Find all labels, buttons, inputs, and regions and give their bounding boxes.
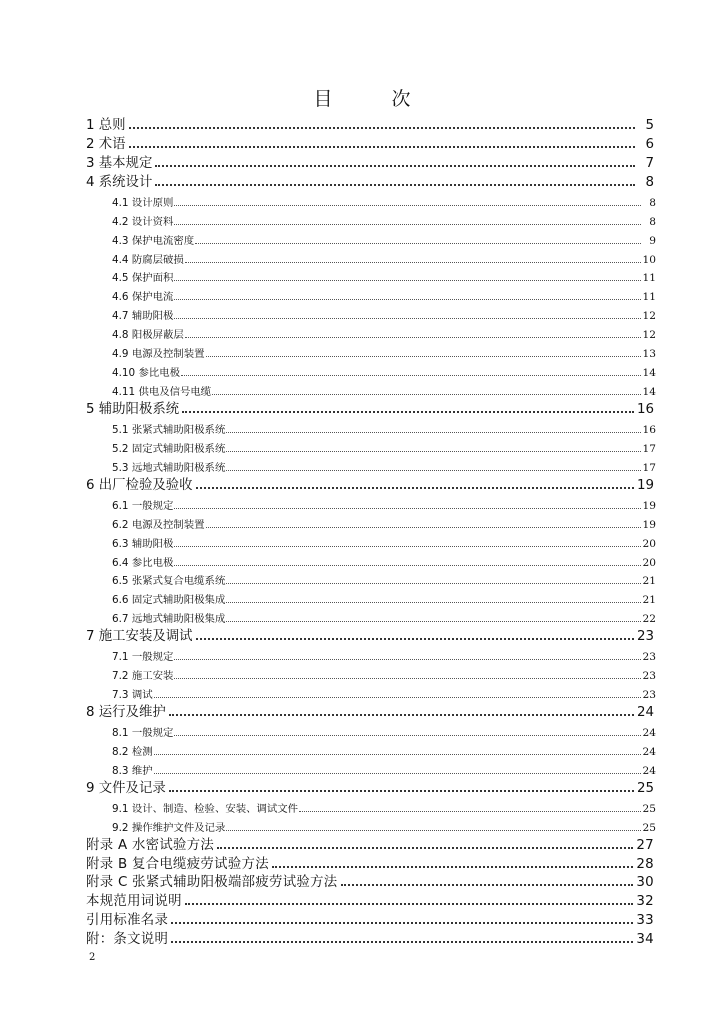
toc-entry-page: 24 — [642, 745, 656, 758]
toc-leader-dots — [174, 659, 641, 660]
toc-entry[interactable] — [86, 436, 656, 455]
toc-leader-dots — [169, 714, 634, 716]
toc-leader-dots — [185, 903, 634, 905]
toc-entry[interactable] — [86, 531, 656, 550]
toc-entry[interactable] — [86, 398, 656, 417]
toc-entry[interactable] — [86, 228, 656, 247]
toc-leader-dots — [171, 941, 633, 943]
toc-entry[interactable] — [86, 644, 656, 663]
toc-entry-page: 12 — [642, 310, 656, 323]
toc-leader-dots — [174, 735, 641, 736]
toc-entry-label: 4.2 设计资料 — [112, 215, 174, 228]
toc-leader-dots — [174, 508, 641, 509]
toc-entry[interactable] — [86, 550, 656, 569]
toc-leader-dots — [174, 546, 641, 547]
toc-entry-label: 6.6 固定式辅助阳极集成 — [112, 594, 226, 607]
toc-entry-label: 附录 A 水密试验方法 — [86, 837, 215, 853]
toc-entry-label: 5.3 远地式辅助阳极系统 — [112, 461, 226, 474]
toc-entry-label: 8 运行及维护 — [86, 705, 166, 720]
toc-entry[interactable] — [86, 890, 656, 909]
toc-title: 目 次 — [313, 88, 431, 110]
toc-entry-label: 4.10 参比电极 — [112, 367, 181, 380]
toc-leader-dots — [154, 754, 641, 755]
toc-leader-dots — [174, 565, 641, 566]
toc-entry-page: 23 — [642, 670, 656, 683]
toc-entry[interactable] — [86, 493, 656, 512]
toc-leader-dots — [169, 790, 634, 792]
toc-entry-page: 11 — [642, 272, 656, 285]
toc-entry[interactable] — [86, 247, 656, 266]
toc-entry[interactable] — [86, 815, 656, 834]
toc-entry-page: 25 — [642, 821, 656, 834]
page-number: 2 — [89, 952, 96, 963]
toc-entry-label: 8.3 维护 — [112, 764, 153, 777]
toc-entry[interactable] — [86, 133, 656, 152]
toc-entry-page: 21 — [642, 575, 656, 588]
toc-entry[interactable] — [86, 341, 656, 360]
toc-entry-label: 4.7 辅助阳极 — [112, 310, 174, 323]
toc-leader-dots — [174, 299, 641, 300]
toc-entry-label: 6 出厂检验及验收 — [86, 477, 193, 493]
toc-leader-dots — [129, 127, 635, 129]
toc-entry-page: 28 — [636, 856, 654, 872]
toc-entry[interactable] — [86, 190, 656, 209]
toc-entry[interactable] — [86, 209, 656, 228]
toc-entry[interactable] — [86, 872, 656, 891]
toc-entry-page: 12 — [642, 329, 656, 342]
toc-entry-label: 9.2 操作维护文件及记录 — [112, 821, 226, 834]
toc-entry-page: 16 — [636, 402, 654, 417]
toc-entry[interactable] — [86, 682, 656, 701]
toc-entry-page: 14 — [642, 386, 656, 399]
toc-entry-label: 4.6 保护电流 — [112, 291, 174, 304]
toc-entry-page: 21 — [642, 594, 656, 607]
toc-entry-page: 17 — [642, 442, 656, 455]
toc-leader-dots — [174, 224, 641, 225]
toc-entry[interactable] — [86, 114, 656, 133]
toc-leader-dots — [226, 432, 641, 433]
toc-entry[interactable] — [86, 569, 656, 588]
toc-leader-dots — [226, 602, 641, 603]
toc-leader-dots — [195, 243, 641, 244]
toc-entry-label: 6.5 张紧式复合电缆系统 — [112, 575, 226, 588]
toc-leader-dots — [154, 697, 641, 698]
toc-entry-label: 8.2 检测 — [112, 745, 153, 758]
toc-entry-page: 19 — [636, 477, 654, 493]
toc-leader-dots — [341, 884, 634, 886]
toc-entry[interactable] — [86, 625, 656, 644]
toc-entry-label: 4.4 防腐层破损 — [112, 253, 184, 266]
toc-entry-page: 23 — [636, 629, 654, 645]
toc-leader-dots — [226, 621, 641, 622]
toc-entry-page: 30 — [636, 875, 654, 891]
toc-entry-page: 5 — [645, 117, 654, 133]
toc-entry[interactable] — [86, 758, 656, 777]
toc-leader-dots — [174, 318, 641, 319]
toc-entry-label: 7.2 施工安装 — [112, 670, 174, 683]
toc-entry-page: 24 — [642, 726, 656, 739]
toc-leader-dots — [185, 337, 641, 338]
toc-entry[interactable] — [86, 739, 656, 758]
toc-entry-label: 2 术语 — [86, 136, 126, 152]
toc-entry[interactable] — [86, 303, 656, 322]
toc-entry-page: 8 — [649, 215, 656, 228]
toc-leader-dots — [174, 678, 641, 679]
toc-leader-dots — [299, 811, 641, 812]
toc-entry-page: 25 — [642, 802, 656, 815]
toc-entry[interactable] — [86, 512, 656, 531]
toc-leader-dots — [196, 638, 634, 640]
toc-entry-page: 24 — [636, 705, 654, 720]
toc-leader-dots — [182, 411, 634, 413]
toc-entry-page: 19 — [642, 499, 656, 512]
toc-entry-label: 6.4 参比电极 — [112, 556, 174, 569]
toc-entry-label: 9 文件及记录 — [86, 780, 166, 796]
toc-leader-dots — [171, 922, 633, 924]
toc-entry[interactable] — [86, 587, 656, 606]
toc-leader-dots — [196, 487, 634, 489]
toc-entry-page: 14 — [642, 367, 656, 380]
toc-entry-label: 附：条文说明 — [86, 932, 169, 948]
toc-entry-page: 11 — [642, 291, 656, 304]
toc-entry-label: 1 总则 — [86, 117, 126, 133]
toc-entry[interactable] — [86, 853, 656, 872]
toc-entry[interactable] — [86, 284, 656, 303]
toc-leader-dots — [181, 375, 641, 376]
toc-entry-page: 10 — [642, 253, 656, 266]
toc-entry-page: 8 — [649, 196, 656, 209]
table-of-contents — [86, 114, 656, 947]
toc-entry[interactable] — [86, 474, 656, 493]
toc-entry-page: 24 — [642, 764, 656, 777]
toc-leader-dots — [217, 847, 633, 849]
toc-entry-label: 本规范用词说明 — [86, 894, 182, 910]
toc-entry-label: 附录 C 张紧式辅助阳极端部疲劳试验方法 — [86, 875, 338, 891]
toc-entry-label: 4.9 电源及控制装置 — [112, 348, 205, 361]
toc-entry-page: 13 — [642, 348, 656, 361]
toc-leader-dots — [226, 583, 641, 584]
toc-entry-label: 5 辅助阳极系统 — [86, 402, 180, 417]
toc-entry-page: 16 — [642, 423, 656, 436]
toc-entry[interactable] — [86, 663, 656, 682]
toc-entry-label: 6.3 辅助阳极 — [112, 537, 174, 550]
toc-entry-page: 27 — [636, 837, 654, 853]
toc-entry-page: 19 — [642, 518, 656, 531]
toc-entry[interactable] — [86, 796, 656, 815]
toc-entry[interactable] — [86, 152, 656, 171]
toc-entry[interactable] — [86, 171, 656, 190]
toc-leader-dots — [226, 470, 641, 471]
toc-leader-dots — [226, 451, 641, 452]
toc-leader-dots — [212, 394, 641, 395]
toc-entry-label: 4.1 设计原则 — [112, 196, 174, 209]
toc-leader-dots — [174, 280, 641, 281]
toc-entry[interactable] — [86, 928, 656, 947]
toc-entry[interactable] — [86, 322, 656, 341]
toc-leader-dots — [155, 165, 635, 167]
toc-entry[interactable] — [86, 455, 656, 474]
toc-entry-label: 5.1 张紧式辅助阳极系统 — [112, 423, 226, 436]
toc-entry-page: 20 — [642, 537, 656, 550]
toc-entry-page: 33 — [636, 913, 654, 929]
toc-entry-label: 7.1 一般规定 — [112, 651, 174, 664]
toc-entry[interactable] — [86, 701, 656, 720]
toc-entry-page: 20 — [642, 556, 656, 569]
toc-entry[interactable] — [86, 417, 656, 436]
toc-entry-label: 4.11 供电及信号电缆 — [112, 386, 212, 399]
toc-entry[interactable] — [86, 777, 656, 796]
toc-entry[interactable] — [86, 720, 656, 739]
toc-entry-label: 4.5 保护面积 — [112, 272, 174, 285]
toc-entry-label: 3 基本规定 — [86, 155, 153, 171]
toc-entry-page: 6 — [645, 136, 654, 152]
toc-entry-page: 9 — [649, 234, 656, 247]
toc-entry-label: 4.8 阳极屏蔽层 — [112, 329, 184, 342]
toc-entry-label: 4 系统设计 — [86, 174, 153, 190]
toc-leader-dots — [154, 773, 641, 774]
toc-entry-page: 7 — [645, 155, 654, 171]
toc-leader-dots — [272, 866, 633, 868]
toc-entry-page: 34 — [636, 932, 654, 948]
toc-entry[interactable] — [86, 266, 656, 285]
toc-leader-dots — [226, 830, 641, 831]
toc-leader-dots — [155, 184, 635, 186]
toc-leader-dots — [129, 146, 635, 148]
toc-entry-label: 8.1 一般规定 — [112, 726, 174, 739]
toc-entry-label: 4.3 保护电流密度 — [112, 234, 195, 247]
toc-leader-dots — [185, 262, 641, 263]
toc-entry-label: 6.2 电源及控制装置 — [112, 518, 205, 531]
toc-entry-label: 7.3 调试 — [112, 689, 153, 702]
toc-entry[interactable] — [86, 834, 656, 853]
toc-entry-page: 8 — [645, 174, 654, 190]
toc-entry-page: 23 — [642, 689, 656, 702]
toc-entry-label: 7 施工安装及调试 — [86, 629, 193, 645]
toc-entry-label: 引用标准名录 — [86, 913, 169, 929]
toc-entry-page: 22 — [642, 613, 656, 626]
toc-entry-page: 17 — [642, 461, 656, 474]
toc-entry-label: 6.7 远地式辅助阳极集成 — [112, 613, 226, 626]
toc-leader-dots — [206, 527, 641, 528]
toc-entry-page: 32 — [636, 894, 654, 910]
toc-entry-label: 9.1 设计、制造、检验、安装、调试文件 — [112, 802, 299, 815]
toc-entry[interactable] — [86, 379, 656, 398]
toc-entry-label: 附录 B 复合电缆疲劳试验方法 — [86, 856, 269, 872]
toc-entry[interactable] — [86, 606, 656, 625]
toc-leader-dots — [174, 205, 641, 206]
toc-entry-label: 6.1 一般规定 — [112, 499, 174, 512]
toc-entry[interactable] — [86, 360, 656, 379]
toc-entry-page: 23 — [642, 651, 656, 664]
toc-leader-dots — [206, 356, 641, 357]
toc-entry[interactable] — [86, 909, 656, 928]
toc-entry-page: 25 — [636, 780, 654, 796]
toc-entry-label: 5.2 固定式辅助阳极系统 — [112, 442, 226, 455]
